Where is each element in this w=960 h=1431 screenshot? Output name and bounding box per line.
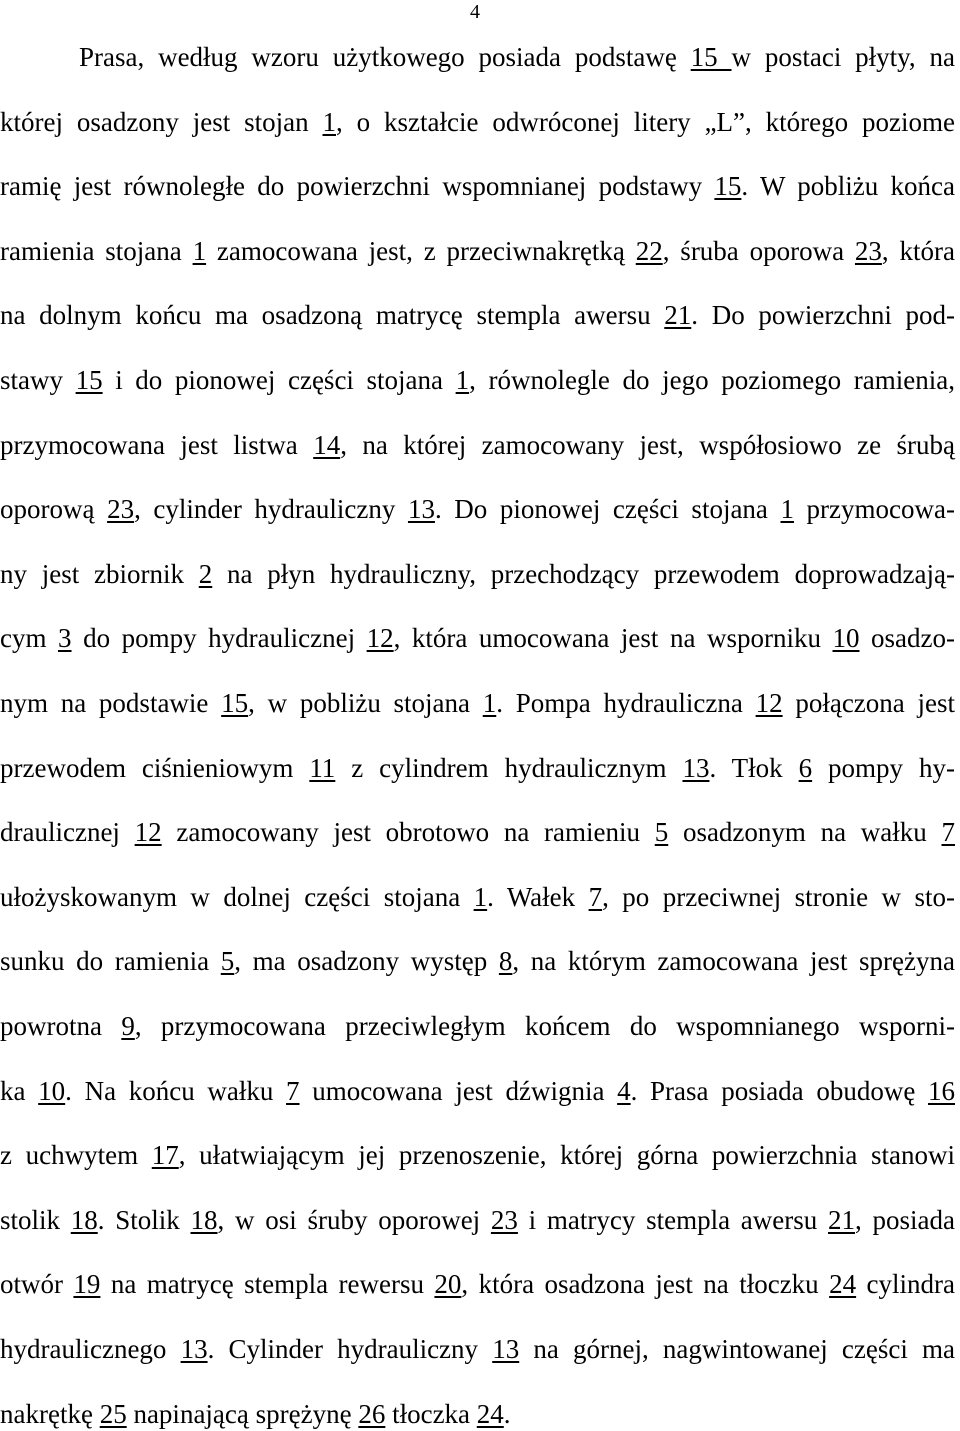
text-segment: stolik xyxy=(0,1204,71,1235)
text-segment: , równolegle do jego poziomego ramienia, xyxy=(469,365,955,395)
text-segment: na płyn hydrauliczny, przechodzący przewodem doprowadzają- xyxy=(212,558,955,589)
reference-numeral: 1 xyxy=(322,106,336,137)
text-segment: osadzonym na wałku xyxy=(668,817,942,848)
reference-numeral: 23 xyxy=(107,494,135,525)
text-segment: ramię jest równoległe do powierzchni wspomnianej podstawy xyxy=(0,171,715,202)
reference-numeral: 26 xyxy=(358,1398,386,1429)
text-line xyxy=(0,1267,955,1301)
text-segment: oporową xyxy=(0,494,108,525)
text-segment: stawy xyxy=(0,365,76,395)
reference-numeral: 10 xyxy=(832,623,860,654)
text-segment: , o kształcie odwróconej litery „L”, którego poziome xyxy=(336,106,955,137)
text-line xyxy=(0,234,955,268)
text-segment: na matrycę stempla rewersu xyxy=(100,1269,435,1300)
text-line xyxy=(0,1203,955,1237)
page-number: 4 xyxy=(470,1,480,23)
text-segment: z cylindrem hydraulicznym xyxy=(335,752,683,783)
text-segment: . Prasa posiada obudowę xyxy=(630,1075,928,1106)
reference-numeral: 5 xyxy=(654,817,669,848)
text-segment: , w pobliżu stojana xyxy=(248,688,483,718)
text-segment: , na którym zamocowana jest sprężyna xyxy=(512,946,955,977)
text-line xyxy=(0,169,955,203)
text-segment: ka xyxy=(0,1075,39,1106)
text-line xyxy=(0,751,955,785)
text-line xyxy=(0,621,955,655)
text-segment: na górnej, nagwintowanej części ma xyxy=(519,1334,956,1364)
text-segment: , na której zamocowany jest, współosiowo ze śrubą xyxy=(340,429,955,460)
text-segment: , która xyxy=(881,235,955,266)
reference-numeral: 14 xyxy=(313,429,341,460)
text-segment: . W pobliżu końca xyxy=(741,171,955,202)
text-segment: ramienia stojana xyxy=(0,235,193,266)
reference-numeral: 21 xyxy=(828,1204,856,1235)
text-segment: , która osadzona jest na tłoczku xyxy=(461,1269,830,1300)
text-line xyxy=(0,1397,960,1431)
text-line xyxy=(0,428,955,462)
reference-numeral: 7 xyxy=(941,817,955,848)
text-line xyxy=(0,880,955,914)
reference-numeral: 6 xyxy=(798,752,813,783)
reference-numeral: 24 xyxy=(476,1398,504,1429)
text-segment: , cylinder hydrauliczny xyxy=(134,494,408,525)
text-segment: i do pionowej części stojana xyxy=(102,365,456,395)
text-segment: , przymocowana przeciwległym końcem do wspomnianego wsporni- xyxy=(134,1011,955,1041)
text-line xyxy=(79,40,955,74)
text-segment: , w osi śruby oporowej xyxy=(217,1204,491,1235)
reference-numeral: 22 xyxy=(635,235,663,266)
reference-numeral: 1 xyxy=(780,494,794,525)
text-segment: Prasa, według wzoru użytkowego posiada podstawę xyxy=(79,42,691,72)
reference-numeral: 20 xyxy=(434,1269,462,1300)
reference-numeral: 17 xyxy=(151,1140,179,1171)
reference-numeral: 23 xyxy=(490,1204,518,1235)
text-line xyxy=(0,492,955,526)
reference-numeral: 24 xyxy=(829,1269,857,1300)
text-line xyxy=(0,298,955,332)
text-segment: z uchwytem xyxy=(0,1140,152,1171)
reference-numeral: 3 xyxy=(58,623,72,654)
text-segment: . Tłok xyxy=(709,752,799,783)
text-segment: połączona jest xyxy=(782,688,955,718)
text-segment: nakrętkę xyxy=(0,1398,100,1429)
text-segment: i matrycy stempla awersu xyxy=(517,1204,829,1235)
text-line xyxy=(0,1332,955,1366)
reference-numeral: 21 xyxy=(664,300,692,331)
text-segment: umocowana jest dźwignia xyxy=(299,1075,618,1106)
reference-numeral: 15 xyxy=(690,42,732,72)
reference-numeral: 12 xyxy=(366,623,394,654)
reference-numeral: 9 xyxy=(121,1011,135,1041)
text-segment: , po przeciwnej stronie w sto- xyxy=(602,881,955,912)
reference-numeral: 13 xyxy=(180,1334,208,1364)
reference-numeral: 12 xyxy=(755,688,783,718)
text-segment: cym xyxy=(0,623,59,654)
text-segment: , posiada xyxy=(855,1204,955,1235)
reference-numeral: 2 xyxy=(198,558,213,589)
text-segment: na dolnym końcu ma osadzoną matrycę stempla awersu xyxy=(0,300,665,331)
reference-numeral: 16 xyxy=(928,1075,955,1106)
text-segment: nym na podstawie xyxy=(0,688,222,718)
text-segment: , śruba oporowa xyxy=(662,235,855,266)
text-line xyxy=(0,815,955,849)
reference-numeral: 23 xyxy=(854,235,882,266)
text-segment: ny jest zbiornik xyxy=(0,558,199,589)
reference-numeral: 11 xyxy=(309,752,336,783)
reference-numeral: 8 xyxy=(498,946,513,977)
text-segment: sunku do ramienia xyxy=(0,946,221,977)
text-segment: w postaci płyty, na xyxy=(731,42,956,72)
text-segment: której osadzony jest stojan xyxy=(0,106,323,137)
text-segment: osadzo- xyxy=(859,623,956,654)
text-segment: hydraulicznego xyxy=(0,1334,181,1364)
reference-numeral: 18 xyxy=(70,1204,98,1235)
reference-numeral: 1 xyxy=(473,881,488,912)
reference-numeral: 13 xyxy=(492,1334,520,1364)
reference-numeral: 7 xyxy=(588,881,603,912)
reference-numeral: 4 xyxy=(617,1075,631,1106)
reference-numeral: 1 xyxy=(192,235,207,266)
text-segment: . Do powierzchni pod- xyxy=(691,300,955,331)
text-line xyxy=(0,557,955,591)
reference-numeral: 1 xyxy=(482,688,497,718)
text-segment: . Do pionowej części stojana xyxy=(434,494,781,525)
text-segment: , ułatwiającym jej przenoszenie, której górna powierzchnia stanowi xyxy=(178,1140,955,1171)
text-line xyxy=(0,363,955,397)
reference-numeral: 25 xyxy=(99,1398,127,1429)
text-segment: cylindra xyxy=(856,1269,955,1300)
text-segment: . Wałek xyxy=(487,881,589,912)
reference-numeral: 12 xyxy=(134,817,162,848)
text-segment: pompy hy- xyxy=(812,752,955,783)
text-line xyxy=(0,1074,955,1108)
text-line xyxy=(0,686,955,720)
reference-numeral: 7 xyxy=(286,1075,300,1106)
text-segment: otwór xyxy=(0,1269,74,1300)
reference-numeral: 13 xyxy=(407,494,435,525)
text-line xyxy=(0,1009,955,1043)
reference-numeral: 13 xyxy=(682,752,710,783)
text-segment: ułożyskowanym w dolnej części stojana xyxy=(0,881,474,912)
text-segment: przymocowa- xyxy=(793,494,955,525)
reference-numeral: 19 xyxy=(73,1269,101,1300)
text-segment: napinającą sprężynę xyxy=(126,1398,359,1429)
reference-numeral: 18 xyxy=(190,1204,218,1235)
reference-numeral: 10 xyxy=(38,1075,66,1106)
reference-numeral: 5 xyxy=(220,946,235,977)
text-segment: powrotna xyxy=(0,1011,122,1041)
text-segment: zamocowany jest obrotowo na ramieniu xyxy=(161,817,655,848)
text-segment: . Cylinder hydrauliczny xyxy=(207,1334,493,1364)
text-segment: przewodem ciśnieniowym xyxy=(0,752,310,783)
text-segment: . Pompa hydrauliczna xyxy=(496,688,756,718)
text-segment: do pompy hydraulicznej xyxy=(71,623,367,654)
text-segment: draulicznej xyxy=(0,817,135,848)
text-segment: , która umocowana jest na wsporniku xyxy=(393,623,833,654)
reference-numeral: 15 xyxy=(221,688,249,718)
text-segment: , ma osadzony występ xyxy=(234,946,499,977)
text-segment: . xyxy=(503,1398,511,1429)
text-segment: . Stolik xyxy=(97,1204,191,1235)
text-line xyxy=(0,1138,955,1172)
text-line xyxy=(0,105,955,139)
text-segment: . Na końcu wałku xyxy=(65,1075,287,1106)
text-segment: zamocowana jest, z przeciwnakrętką xyxy=(206,235,636,266)
reference-numeral: 15 xyxy=(714,171,742,202)
text-segment: przymocowana jest listwa xyxy=(0,429,314,460)
reference-numeral: 1 xyxy=(455,365,470,395)
text-segment: tłoczka xyxy=(385,1398,477,1429)
text-line xyxy=(0,944,955,978)
reference-numeral: 15 xyxy=(75,365,103,395)
